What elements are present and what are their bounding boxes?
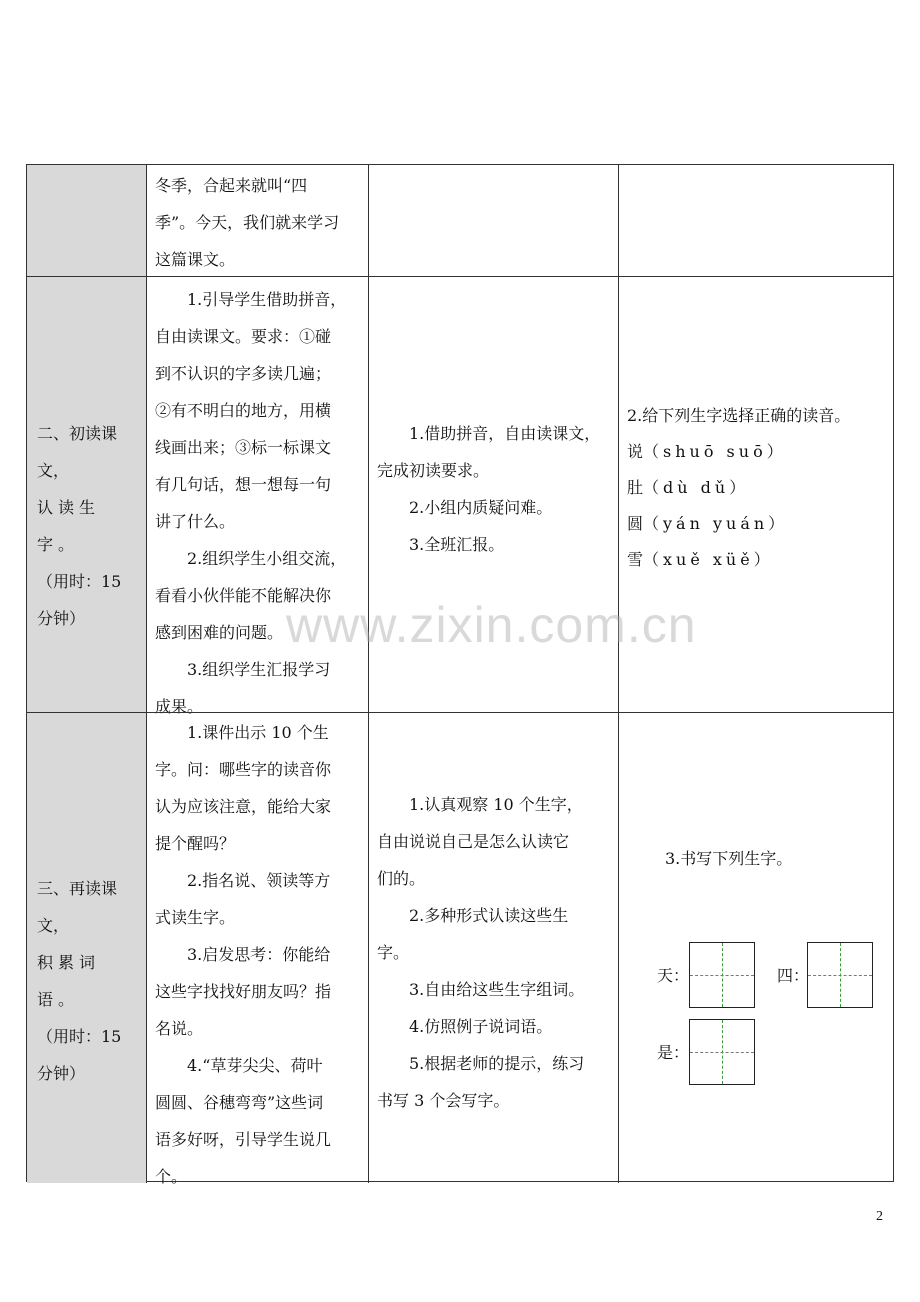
text-line: 季”。今天，我们就来学习 bbox=[155, 213, 340, 232]
text-line: 2.多种形式认读这些生 bbox=[409, 906, 569, 925]
text-line: ②有不明白的地方，用横 bbox=[155, 401, 332, 420]
watermark: www.zixin.com.cn bbox=[286, 597, 697, 653]
text-line: 提个醒吗？ bbox=[155, 834, 236, 853]
text-line: 1.借助拼音，自由读课文， bbox=[409, 424, 601, 443]
text-line: 这些字找找好朋友吗？指 bbox=[155, 982, 332, 1001]
text-line: 4.“草芽尖尖、荷叶 bbox=[187, 1056, 323, 1075]
text-line: 式读生字。 bbox=[155, 908, 236, 927]
grid-label: 天： bbox=[657, 966, 690, 985]
text-line: 5.根据老师的提示，练习 bbox=[409, 1054, 585, 1073]
text-line: 自由说说自己是怎么认读它 bbox=[377, 832, 570, 851]
table-row-second-reading bbox=[27, 712, 893, 1186]
text-line: 2.小组内质疑问难。 bbox=[409, 498, 553, 517]
exercise-title: 3.书写下列生字。 bbox=[665, 849, 793, 868]
text-line: 完成初读要求。 bbox=[377, 461, 490, 480]
text-line: 到不认识的字多读几遍； bbox=[155, 364, 332, 383]
stage-duration: （用时：15 bbox=[37, 1027, 122, 1046]
text-line: 3.启发思考：你能给 bbox=[187, 945, 331, 964]
lesson-plan-table bbox=[26, 164, 894, 1186]
text-line: 自由读课文。要求：①碰 bbox=[155, 327, 332, 346]
stage-cell bbox=[27, 277, 147, 713]
text-line: 冬季，合起来就叫“四 bbox=[155, 176, 308, 195]
text-line: 3.自由给这些生字组词。 bbox=[409, 980, 585, 999]
text-line: 这篇课文。 bbox=[155, 250, 236, 269]
text-line: 认为应该注意，能给大家 bbox=[155, 797, 332, 816]
stage-title: 二、初读课文， bbox=[37, 424, 118, 480]
student-activity-cell bbox=[369, 165, 619, 276]
text-line: 语多好呀，引导学生说几 bbox=[155, 1130, 332, 1149]
text-line: 线画出来；③标一标课文 bbox=[155, 438, 332, 457]
text-line: 字。问：哪些字的读音你 bbox=[155, 760, 332, 779]
text-line: 成果。 bbox=[155, 697, 204, 716]
text-line: 1.课件出示 10 个生 bbox=[187, 723, 329, 742]
grid-label: 四： bbox=[777, 966, 810, 985]
stage-cell bbox=[27, 165, 147, 276]
text-line: 2.指名说、领读等方 bbox=[187, 871, 331, 890]
exercise-title: 2.给下列生字选择正确的读音。 bbox=[627, 406, 851, 425]
text-line: 个。 bbox=[155, 1167, 188, 1186]
exercise-cell bbox=[619, 165, 893, 276]
text-line: 3.组织学生汇报学习 bbox=[187, 660, 331, 679]
text-line: 1.引导学生借助拼音， bbox=[187, 290, 347, 309]
text-line: 有几句话，想一想每一句 bbox=[155, 475, 332, 494]
stage-duration: （用时：15 bbox=[37, 572, 122, 591]
writing-grid bbox=[807, 942, 873, 1008]
text-line: 感到困难的问题。 bbox=[155, 623, 284, 642]
writing-grid bbox=[689, 1019, 755, 1085]
pinyin-item: 圆（yán yuán） bbox=[627, 514, 789, 533]
stage-duration: 分钟） bbox=[37, 1064, 86, 1083]
student-activity-cell bbox=[369, 713, 619, 1183]
writing-grid bbox=[689, 942, 755, 1008]
pinyin-item: 雪（xuě xüě） bbox=[627, 550, 774, 569]
text-line: 1.认真观察 10 个生字， bbox=[409, 795, 583, 814]
table-row-intro bbox=[27, 165, 893, 276]
stage-duration: 分钟） bbox=[37, 609, 86, 628]
text-line: 4.仿照例子说词语。 bbox=[409, 1017, 553, 1036]
pinyin-item: 说（shuō suō） bbox=[627, 442, 787, 461]
pinyin-item: 肚（dù dǔ） bbox=[627, 478, 750, 497]
stage-title: 积累词语。 bbox=[37, 953, 101, 1009]
exercise-cell bbox=[619, 713, 893, 1183]
text-line: 书写 3 个会写字。 bbox=[377, 1091, 510, 1110]
teacher-activity-cell bbox=[147, 165, 369, 276]
stage-title: 认读生字。 bbox=[37, 498, 101, 554]
text-line: 2.组织学生小组交流， bbox=[187, 549, 347, 568]
text-line: 3.全班汇报。 bbox=[409, 535, 505, 554]
text-line: 讲了什么。 bbox=[155, 512, 236, 531]
page-number: 2 bbox=[876, 1209, 883, 1224]
stage-cell bbox=[27, 713, 147, 1183]
text-line: 名说。 bbox=[155, 1019, 204, 1038]
text-line: 们的。 bbox=[377, 869, 426, 888]
text-line: 字。 bbox=[377, 943, 410, 962]
grid-label: 是： bbox=[657, 1043, 690, 1062]
text-line: 看看小伙伴能不能解决你 bbox=[155, 586, 332, 605]
teacher-activity-cell bbox=[147, 713, 369, 1186]
stage-title: 三、再读课文， bbox=[37, 879, 118, 935]
text-line: 圆圆、谷穗弯弯”这些词 bbox=[155, 1093, 324, 1112]
